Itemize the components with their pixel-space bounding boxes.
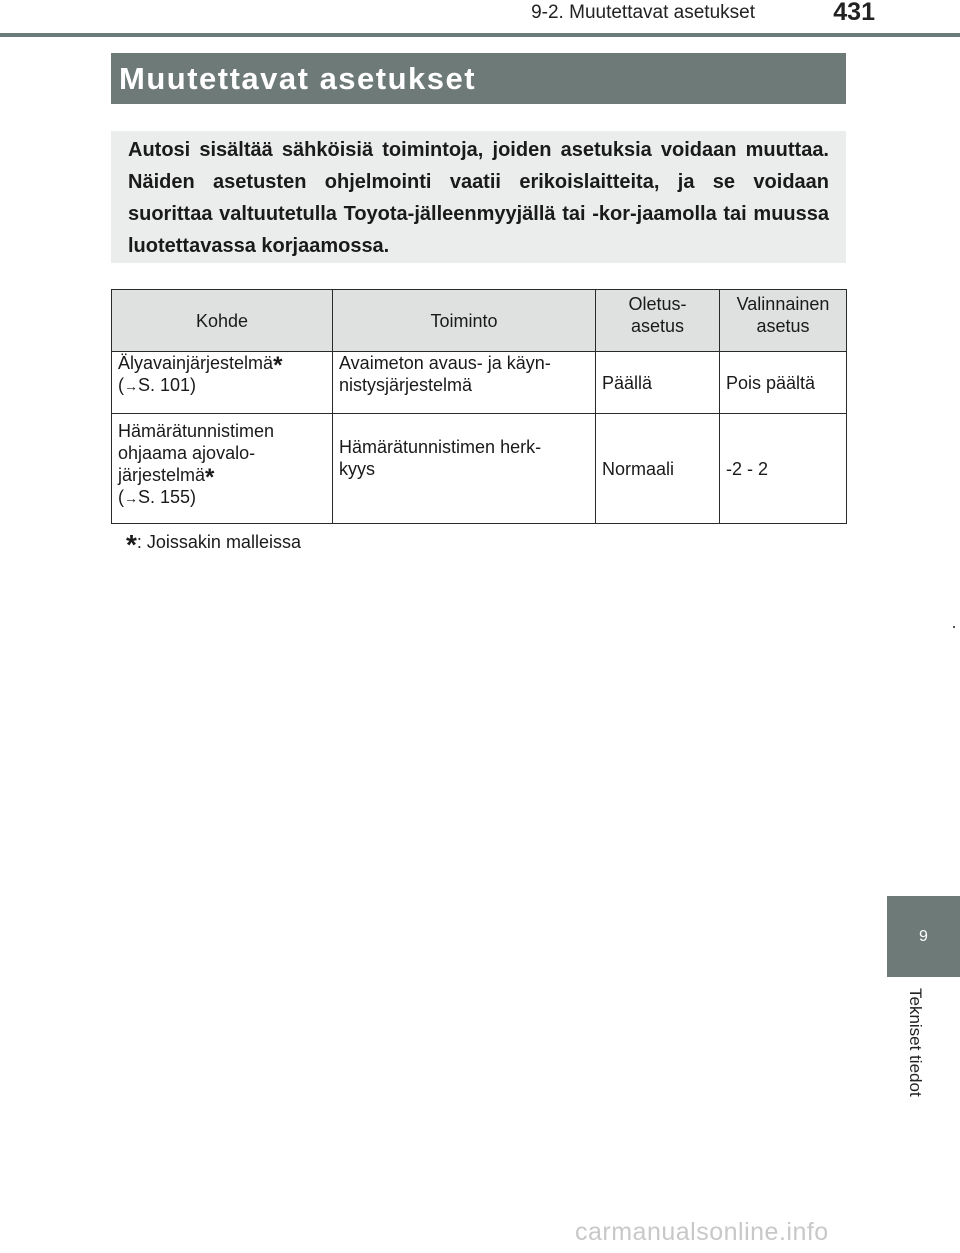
header-section-ref: 9-2. Muutettavat asetukset	[531, 2, 755, 23]
footnote-asterisk: *	[126, 529, 137, 560]
header-function: Toiminto	[333, 290, 596, 352]
header-default-line1: Oletus-	[628, 294, 687, 314]
chapter-label: Tekniset tiedot	[906, 988, 925, 1097]
header-optional-line2: asetus	[756, 316, 810, 336]
item-name: Älyavainjärjestelmä	[118, 353, 274, 373]
section-banner	[111, 53, 846, 104]
chapter-tab	[887, 896, 960, 977]
intro-box	[111, 131, 846, 263]
cell-default: Normaali	[596, 414, 720, 524]
cell-function	[333, 352, 596, 414]
function-line1: Hämärätunnistimen herk-	[339, 436, 542, 457]
table-row	[112, 414, 847, 524]
cell-function	[333, 414, 596, 524]
function-line2: kyys	[339, 458, 375, 479]
cell-item: Hämärätunnistimen ohjaama ajovalo- järjestelmä* (→S. 155)	[112, 414, 333, 524]
header-default-line2: asetus	[630, 316, 685, 336]
table-header-row	[112, 290, 847, 352]
asterisk-mark: *	[205, 464, 215, 491]
page-reference: S. 155	[138, 487, 191, 507]
item-name-line1: Hämärätunnistimen	[118, 421, 275, 441]
footnote	[126, 529, 301, 560]
footnote-text: : Joissakin malleissa	[136, 532, 301, 552]
function-line2: nistysjärjestelmä	[339, 375, 473, 395]
watermark: carmanualsonline.info	[575, 1218, 829, 1246]
chapter-number: 9	[919, 927, 928, 945]
cell-default: Päällä	[596, 352, 720, 414]
header-optional	[720, 290, 847, 352]
table-row	[112, 352, 847, 414]
page-reference: S. 101	[138, 375, 191, 395]
settings-table	[111, 289, 847, 524]
arrow-right-icon: →	[124, 378, 138, 394]
intro-text: Autosi sisältää sähköisiä toimintoja, joiden asetuksia voidaan muuttaa. Näiden asetusten ohjelmointi vaatii erikoislaitteita, ja se voidaan suorittaa valtuutetulla Toyota-jälleenmyyjällä tai -kor-jaamolla tai muussa luotettavassa korjaamossa.	[128, 139, 829, 257]
side-mark	[953, 626, 955, 628]
section-title: Muutettavat asetukset	[119, 60, 477, 96]
page-number: 431	[833, 0, 875, 26]
asterisk-mark: *	[273, 352, 283, 379]
header-optional-line1: Valinnainen	[736, 294, 830, 314]
cell-optional: -2 - 2	[720, 414, 847, 524]
arrow-right-icon: →	[124, 490, 138, 506]
item-name-line2: ohjaama ajovalo-	[118, 443, 256, 463]
cell-optional: Pois päältä	[720, 352, 847, 414]
function-line1: Avaimeton avaus- ja käyn-	[339, 353, 551, 373]
header-divider	[0, 33, 960, 37]
header-item: Kohde	[112, 290, 333, 352]
header-default	[596, 290, 720, 352]
item-name-line3: järjestelmä	[118, 465, 206, 485]
cell-item: Älyavainjärjestelmä* (→S. 101)	[112, 352, 333, 414]
